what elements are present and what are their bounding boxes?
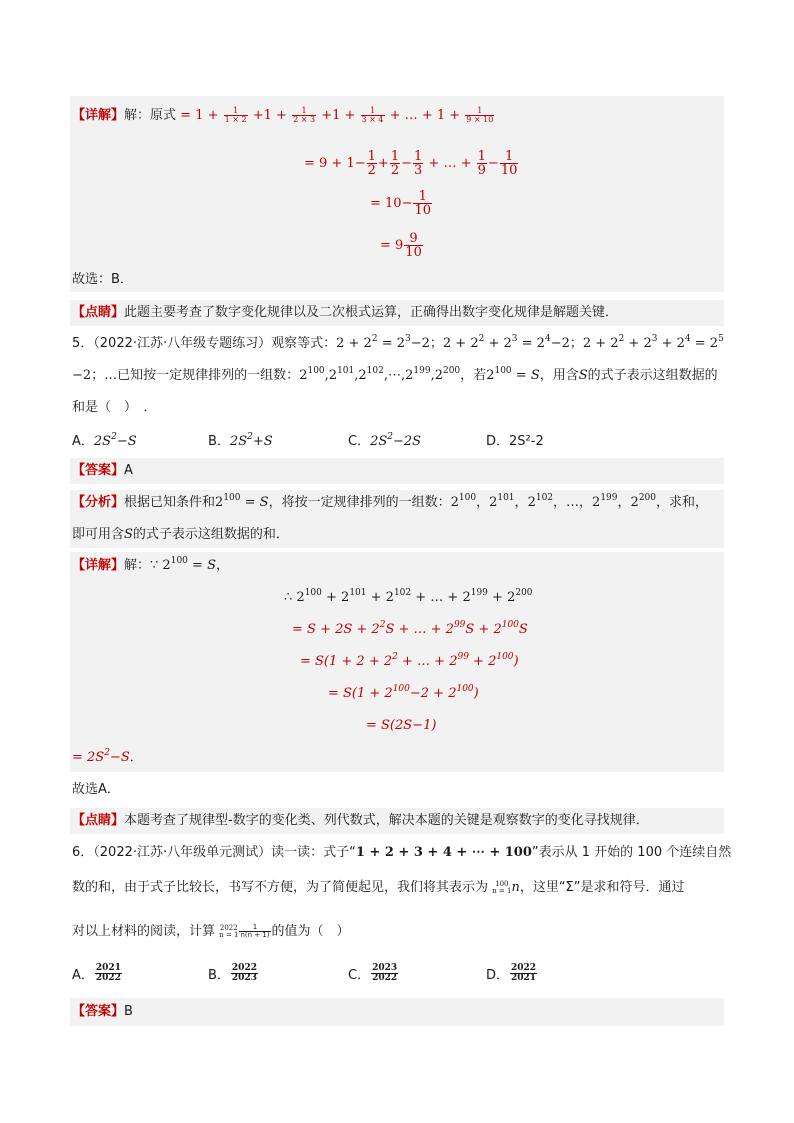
fraction: $\frac{1}{9 \times 10}$	[466, 106, 494, 124]
q5-option-b[interactable]: B．$2S^2+S$	[208, 432, 273, 449]
detail-lead: 解：原式	[124, 108, 177, 123]
q5-eq2: = $S + 2S + 2^2S$ + … + $2^{99}S + 2^{100}S$	[292, 620, 528, 637]
fraction: $\frac{1}{3}$	[414, 149, 423, 178]
q6-answer: 【答案】B	[72, 1004, 133, 1019]
q5-stem-line2: −2；…已知按一定规律排列的一组数：$2^{100},2^{101},2^{102},\cdots,2^{199},2^{200}$，若$2^{100} = S$，用含S的式子表示这组数据的	[72, 366, 718, 383]
sum-notation: 2022 n = 1	[219, 923, 239, 939]
p4-detail-line1	[72, 106, 495, 126]
detail-tag: 【详解】	[72, 108, 125, 123]
q5-eq1: ∴ $2^{100} + 2^{101} + 2^{102}$ + … + $2^{199} + 2^{200}$	[284, 588, 533, 605]
fraction: $\frac{2022}{2021}$	[511, 963, 537, 983]
fraction: $\frac{1}{10}$	[500, 149, 518, 178]
q5-stem-line3: 和是（ ） ．	[72, 400, 157, 415]
q5-eq3: = $S(1 + 2 + 2^2$ + … + $2^{99} + 2^{100}$)	[300, 652, 519, 669]
q5-option-a[interactable]: A．$2S^2-S$	[72, 432, 137, 449]
fraction: $\frac{2023}{2022}$	[372, 963, 398, 983]
q5-eq6: = $2S^2-S$．	[72, 748, 143, 765]
q5-eq5: = S(2S−1)	[366, 718, 437, 733]
q6-answer-bg	[70, 998, 724, 1026]
q5-option-c[interactable]: C．$2S^2-2S$	[348, 432, 422, 449]
fraction: $\frac{2022}{2023}$	[231, 963, 257, 983]
fraction: $\frac{1}{3 \times 4}$	[361, 106, 384, 124]
p4-eq1: = 1 + $\frac{1}{1 \times 2}$ +1 + $\frac{1}{2 \times 3}$ +1 + $\frac{1}{3 \times 4}$ + … + 1 + $\frac{1}{9 \times 10}$	[180, 106, 494, 124]
q6-stem-line2: 数的和，由于式子比较长，书写不方便，为了简便起见，我们将其表示为 100 n = 1 n，这里“Σ”是求和符号．通过	[72, 879, 685, 895]
fraction: $\frac{1}{10}$	[414, 189, 432, 218]
q5-eq4: = $S(1 + 2^{100}-2 + 2^{100})$	[328, 684, 479, 701]
fraction: $\frac{1}{2}$	[367, 149, 376, 178]
p4-comment: 【点睛】此题主要考查了数字变化规律以及二次根式运算，正确得出数字变化规律是解题关键．	[72, 305, 619, 320]
q6-stem-line1: 6．（2022·江苏·八年级单元测试）读一读：式子“1 + 2 + 3 + 4 + ⋯ + 100”表示从 1 开始的 100 个连续自然	[72, 845, 732, 860]
p4-eq2: = 9 + 1− $\frac{1}{2}$ + $\frac{1}{2}$ − $\frac{1}{3}$ + … + $\frac{1}{9}$ − $\frac{1}{10}$	[304, 149, 518, 178]
fraction: $\frac{1}{2}$	[390, 149, 400, 178]
q5-choose: 故选A．	[72, 782, 120, 797]
q5-detail-lead: 【详解】解：∵ $2^{100} = S$，	[72, 556, 229, 573]
p4-eq4: = 9 $\frac{9}{10}$	[380, 231, 422, 260]
fraction: $\frac{1}{2 \times 3}$	[293, 106, 316, 124]
q5-option-d[interactable]: D．2S²-2	[486, 434, 544, 449]
q6-stem-line3: 对以上材料的阅读，计算 2022 n = 1 $\frac{1}{n(n + 1)}$ 的值为（ ）	[72, 923, 350, 939]
sum-notation: 100 n = 1	[492, 879, 512, 895]
fraction: $\frac{1}{n(n + 1)}$	[240, 923, 270, 939]
q6-option-a[interactable]: A． $\frac{2021}{2022}$	[72, 963, 121, 983]
q5-stem-line1: 5．（2022·江苏·八年级专题练习）观察等式：$2 + 2^2 = 2^3-2$；$2 + 2^2 + 2^3 = 2^4-2$；$2 + 2^2 + 2^3 + 2^4 = 2^5$	[72, 334, 724, 351]
q5-comment: 【点睛】本题考查了规律型-数字的变化类、列代数式，解决本题的关键是观察数字的变化寻找规律．	[72, 813, 649, 828]
q5-answer-bg	[70, 458, 724, 484]
p4-eq3: = 10− $\frac{1}{10}$	[370, 189, 432, 218]
q5-answer: 【答案】A	[72, 463, 133, 478]
fraction: $\frac{1}{1 \times 2}$	[224, 106, 247, 124]
q6-option-b[interactable]: B． $\frac{2022}{2023}$	[208, 963, 257, 983]
fraction: $\frac{2021}{2022}$	[95, 963, 121, 983]
p4-choose: 故选：B．	[72, 272, 133, 287]
q5-analysis-line1: 【分析】根据已知条件和$2^{100} = S$，将按一定规律排列的一组数：$2^{100}$，$2^{101}$，$2^{102}$，…，$2^{199}$，$2^{200}$，求和，	[72, 493, 709, 510]
fraction: $\frac{1}{9}$	[477, 149, 486, 178]
q6-option-d[interactable]: D． $\frac{2022}{2021}$	[486, 963, 537, 983]
q5-analysis-line2: 即可用含S的式子表示这组数据的和．	[72, 527, 289, 542]
q6-option-c[interactable]: C． $\frac{2023}{2022}$	[348, 963, 398, 983]
fraction: $\frac{9}{10}$	[405, 231, 422, 260]
